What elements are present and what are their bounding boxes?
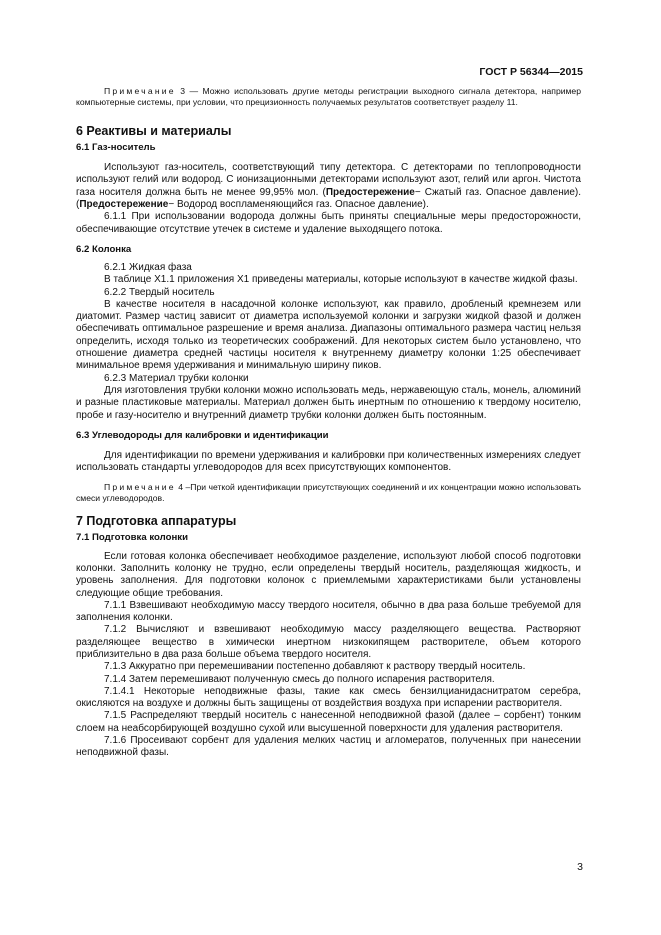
section-6-2-3-text: Для изготовления трубки колонки можно использовать медь, нержавеющую сталь, монель, алюминий и разные пластиковые материалы. Материал должен быть инертным по отношению к твердому носителю, пробе и газу-носителю и внутренний диаметр трубки колонки должен быть постоянным. bbox=[76, 384, 581, 421]
note-3 bbox=[76, 86, 581, 107]
section-7-1-5: 7.1.5 Распределяют твердый носитель с нанесенной неподвижной фазой (далее – сорбент) тонким слоем на неабсорбирующей воздушно сухой или высушенной поверхности для удаления растворителя. bbox=[76, 710, 581, 734]
page-number: 3 bbox=[577, 861, 583, 873]
section-7-1-1: 7.1.1 Взвешивают необходимую массу твердого носителя, обычно в два раза больше требуемой для заполнения колонки. bbox=[76, 599, 581, 624]
section-6-2-1-text: В таблице Х1.1 приложения Х1 приведены материалы, которые используют в качестве жидкой фазы. bbox=[104, 274, 578, 286]
section-6-1-text-b: − Сжатый газ. Опасное давление). ( bbox=[76, 186, 582, 211]
section-7-1-3: 7.1.3 Аккуратно при перемешивании постепенно добавляют к раствору твердый носитель. bbox=[104, 661, 526, 673]
section-6-2-2-title: 6.2.2 Твердый носитель bbox=[104, 286, 215, 298]
note-4-label: Примечание bbox=[104, 482, 176, 493]
section-6-title: 6 Реактивы и материалы bbox=[76, 124, 232, 139]
section-6-2-title: 6.2 Колонка bbox=[76, 243, 132, 255]
section-6-2-2-text: В качестве носителя в насадочной колонке используют, как правило, дробленый кремнезем или диатомит. Размер частиц зависит от диаметра используемой колонки и загрузки жидкой фазой и должен обеспечивать оптимальное разрешение и время анализа. Диапазоны оптимального размера частиц нельзя определить, исходя только из теоретических соображений. Для некоторых систем было установлено, что отношение диаметра средней частицы носителя к внутреннему диаметру колонки 1:25 обеспечивает минимальное время удерживания и минимальную ширину пиков. bbox=[76, 298, 581, 372]
section-6-2-3-title: 6.2.3 Материал трубки колонки bbox=[104, 372, 249, 384]
section-6-1-1: 6.1.1 При использовании водорода должны быть приняты специальные меры предосторожности, обеспечивающие отсутствие утечек в системе и удаление выходящего потока. bbox=[76, 211, 581, 235]
section-6-1-title: 6.1 Газ-носитель bbox=[76, 142, 156, 154]
section-7-1-4: 7.1.4 Затем перемешивают полученную смесь до полного испарения растворителя. bbox=[104, 673, 495, 685]
section-6-2-1-title: 6.2.1 Жидкая фаза bbox=[104, 261, 192, 273]
section-7-1-2: 7.1.2 Вычисляют и взвешивают необходимую массу разделяющего вещества. Растворяют разделяющее вещество в химически инертном низкокипящем растворителе, объем которого приблизительно в два раза больше объема твердого носителя. bbox=[76, 624, 581, 660]
section-7-1-text: Если готовая колонка обеспечивает необходимое разделение, используют любой способ подготовки колонки. Заполнить колонку не трудно, если определены твердый носитель, разделяющая жидкость, и уровень заполнения. Для подготовки колонок с приемлемыми характеристиками были установлены следующие общие требования. bbox=[76, 550, 581, 599]
warning-1: Предостережение bbox=[325, 186, 415, 198]
note-4-text: 4 –При четкой идентификации присутствующих соединений и их концентрации можно использовать смеси углеводородов. bbox=[76, 482, 581, 504]
note-4 bbox=[76, 482, 581, 503]
section-6-1-paragraph bbox=[76, 162, 581, 211]
section-7-1-4-1: 7.1.4.1 Некоторые неподвижные фазы, такие как смесь бензилцианидаснитратом серебра, окисляются на воздухе и должны быть защищены от воздействия воздуха при испарении растворителя. bbox=[76, 685, 581, 710]
section-7-title: 7 Подготовка аппаратуры bbox=[76, 513, 237, 528]
section-6-1-text-c: − Водород воспламеняющийся газ. Опасное давление). bbox=[168, 199, 429, 211]
section-6-3-text: Для идентификации по времени удерживания и калибровки при количественных измерениях следует использовать стандарты углеводородов для всех присутствующих компонентов. bbox=[76, 449, 581, 474]
document-code: ГОСТ Р 56344—2015 bbox=[479, 66, 583, 78]
section-6-3-title: 6.3 Углеводороды для калибровки и идентификации bbox=[76, 429, 329, 441]
warning-2: Предостережение bbox=[79, 199, 169, 211]
page-content bbox=[76, 86, 581, 760]
note-3-text: 3 — Можно использовать другие методы регистрации выходного сигнала детектора, например компьютерные системы, при условии, что прецизионность получаемых результатов соответствует разделу 11. bbox=[76, 86, 581, 107]
section-7-1-6: 7.1.6 Просеивают сорбент для удаления мелких частиц и агломератов, полученных при нанесении неподвижной фазы. bbox=[76, 735, 581, 759]
section-6-1-text-a: Используют газ-носитель, соответствующий типу детектора. С детекторами по теплопроводности используют гелий или водород. С ионизационными детекторами используют азот, гелий или аргон. Чистота газа носителя должна быть не менее 99,95% мол. ( bbox=[76, 162, 581, 198]
note-3-label: Примечание bbox=[104, 86, 176, 96]
section-7-1-title: 7.1 Подготовка колонки bbox=[76, 531, 188, 543]
